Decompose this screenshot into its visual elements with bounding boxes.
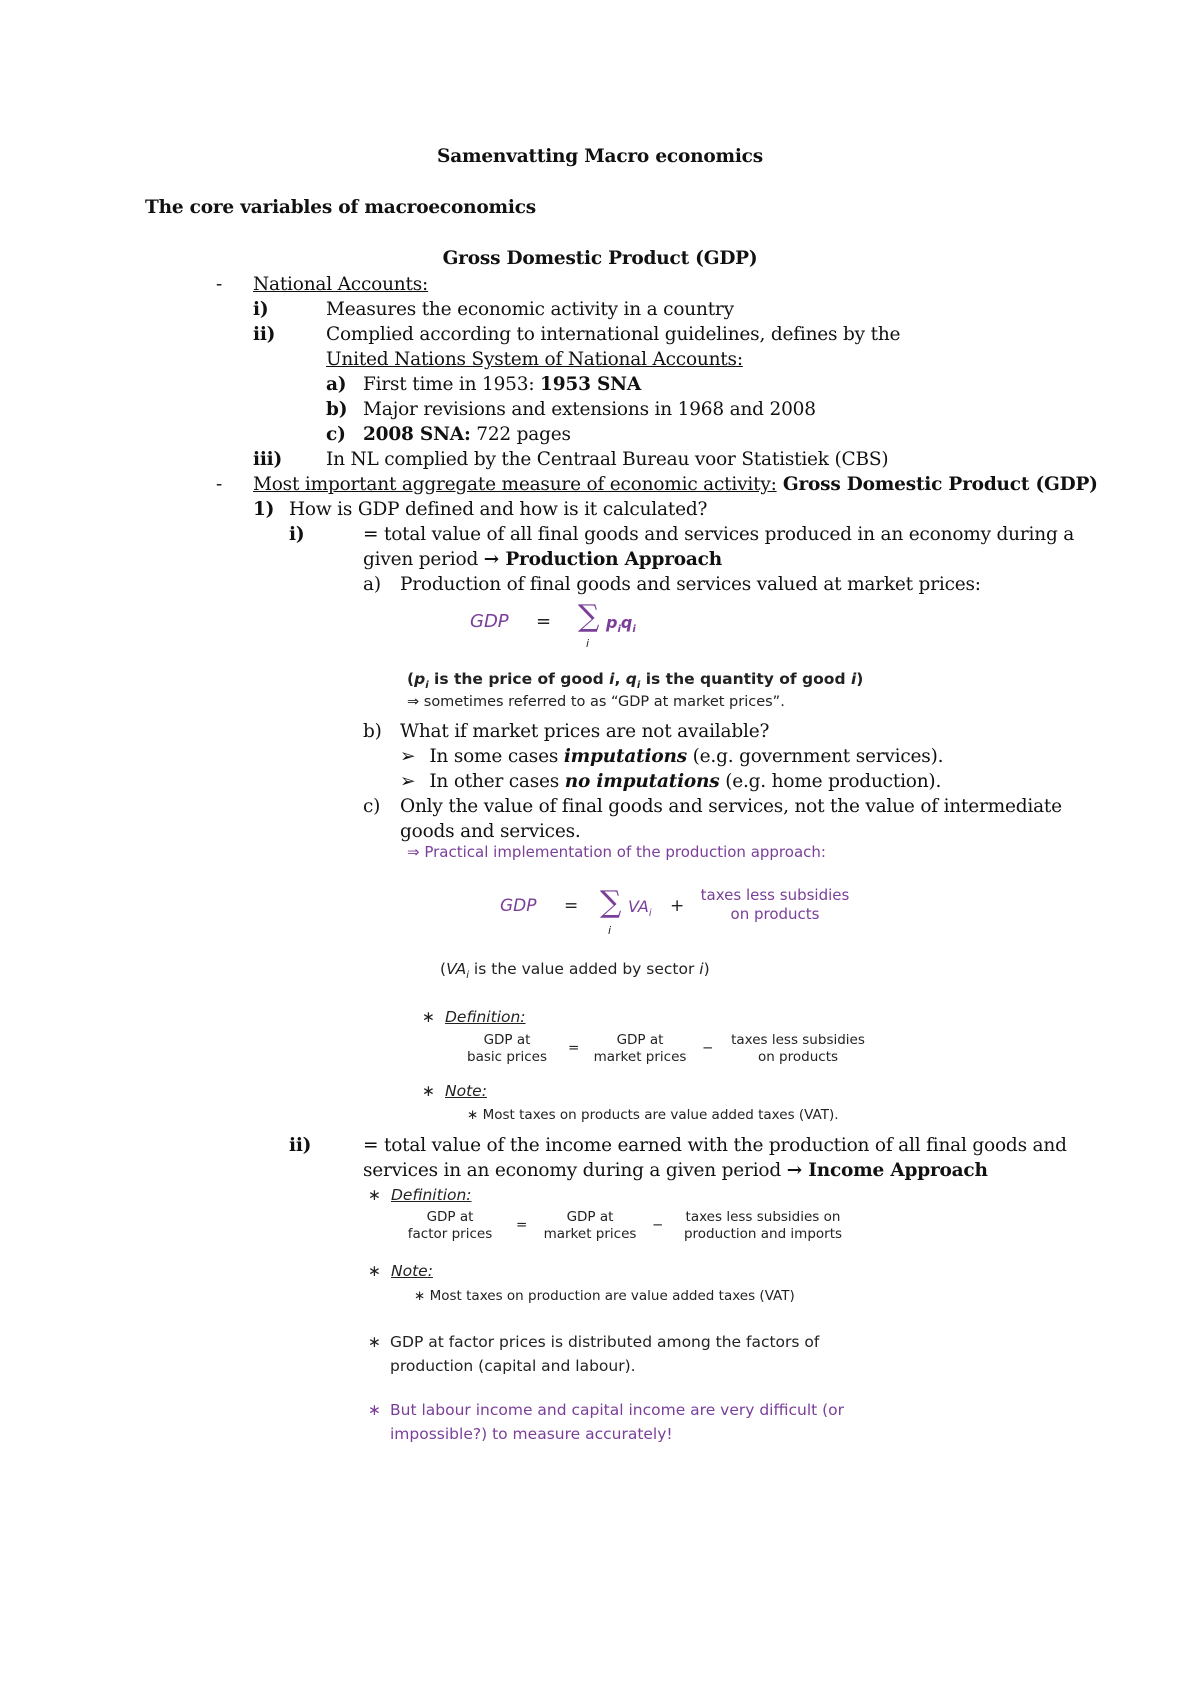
def2-b1: GDP at [566, 1209, 614, 1225]
prod-line2-text: given period [363, 549, 484, 570]
definition2-text: Definition: [391, 1186, 472, 1204]
b2-post: (e.g. home production). [719, 771, 942, 792]
item-num-i: i) [253, 299, 269, 320]
term-p: p [606, 613, 618, 632]
n1-close: ) [856, 670, 864, 688]
arrow-icon: → [786, 1160, 802, 1181]
def2-c1: taxes less subsidies on [685, 1209, 841, 1225]
def2-a1: GDP at [426, 1209, 474, 1225]
def2-a2: factor prices [407, 1226, 493, 1242]
formula2-term [628, 897, 652, 919]
sigma2-sub: i [608, 924, 612, 937]
def1-a2: basic prices [467, 1049, 547, 1065]
n1-q: q [625, 670, 637, 688]
n1-pi: i [425, 680, 429, 692]
n1-i2: i [850, 670, 857, 688]
title-text: Samenvatting Macro economics [437, 146, 763, 167]
va-sub: i [466, 970, 469, 982]
national-accounts-label: National Accounts: [253, 274, 429, 295]
asterisk-icon: ∗ [368, 1186, 381, 1204]
sub-text-c: 722 pages [470, 424, 571, 445]
asterisk-icon: ∗ [368, 1333, 381, 1351]
term-q-sub: i [632, 624, 636, 636]
formula-term [606, 613, 636, 635]
subsection-heading-text: Gross Domestic Product (GDP) [442, 248, 758, 269]
prod-line1: = total value of all final goods and services produced in an economy during a [363, 524, 1075, 545]
def2-eq: = [516, 1217, 528, 1233]
sub-num-a: a) [326, 374, 347, 395]
prod-line2 [363, 547, 722, 573]
p1-line2: production (capital and labour). [390, 1357, 636, 1375]
term-va: VA [628, 897, 649, 916]
p1-line1: GDP at factor prices is distributed among the factors of [390, 1333, 820, 1351]
definition1-label [422, 1008, 526, 1026]
prod-num: i) [289, 524, 305, 545]
def1-a [452, 1032, 562, 1066]
a-num: a) [363, 574, 381, 595]
def2-c [668, 1209, 858, 1243]
item-text-iii: In NL complied by the Centraal Bureau voor Statistiek (CBS) [326, 449, 889, 470]
def2-c2: production and imports [683, 1226, 843, 1242]
def1-b2: market prices [593, 1049, 687, 1065]
def1-c1: taxes less subsidies [731, 1032, 865, 1048]
taxes-line2: on products [730, 905, 820, 923]
arrow-bullet-icon: ➢ [400, 746, 416, 767]
term-p-sub: i [617, 624, 621, 636]
note2-item: ∗ Most taxes on production are value added taxes (VAT) [414, 1288, 795, 1304]
asterisk-icon: ∗ [368, 1262, 381, 1280]
formula2-taxes [700, 886, 850, 924]
b2-pre: In other cases [429, 771, 565, 792]
sigma-sub: i [586, 637, 590, 650]
p2-line1: But labour income and capital income are very difficult (or [390, 1401, 845, 1419]
def1-minus: − [702, 1040, 714, 1056]
formula1-ref: ⇒ sometimes referred to as “GDP at market prices”. [407, 694, 785, 710]
note2-text: Note: [391, 1262, 433, 1280]
income-num: ii) [289, 1135, 312, 1156]
sub-item-c [363, 422, 571, 448]
q-text: How is GDP defined and how is it calculated? [289, 499, 708, 520]
note1-text: Note: [445, 1082, 487, 1100]
bullet2-label-bold: Gross Domestic Product (GDP) [776, 474, 1098, 495]
item-num-ii: ii) [253, 324, 276, 345]
q-num: 1) [253, 499, 275, 520]
n1-open: ( [407, 670, 415, 688]
va-term: VA [446, 960, 467, 978]
formula2-gdp: GDP [500, 896, 537, 916]
b1-pre: In some cases [429, 746, 564, 767]
asterisk-icon: ∗ [422, 1082, 435, 1100]
item-num-iii: iii) [253, 449, 283, 470]
def1-b1: GDP at [616, 1032, 664, 1048]
sub-num-c: c) [326, 424, 346, 445]
def1-c [718, 1032, 878, 1066]
def1-c2: on products [757, 1049, 839, 1065]
income-approach: Income Approach [802, 1160, 988, 1181]
bullet2-label-underlined: Most important aggregate measure of economic activity: [253, 474, 777, 495]
b-text: What if market prices are not available? [400, 721, 770, 742]
def2-b2: market prices [543, 1226, 637, 1242]
b-item-1 [400, 744, 943, 770]
asterisk-icon: ∗ [422, 1008, 435, 1026]
income-line2 [363, 1158, 988, 1184]
b1-post: (e.g. government services). [686, 746, 944, 767]
formula-gdp: GDP [470, 611, 509, 632]
c-num: c) [363, 796, 381, 817]
item-text-ii-line2: United Nations System of National Accounts: [326, 349, 743, 370]
sub-text-a: First time in 1953: [363, 374, 541, 395]
b1-bold: imputations [563, 746, 687, 767]
note1-label [422, 1082, 487, 1100]
asterisk-icon: ∗ [368, 1401, 381, 1419]
sub-item-a [363, 372, 641, 398]
c-line2: goods and services. [400, 821, 581, 842]
bullet2-label [253, 472, 1098, 498]
production-approach: Production Approach [499, 549, 722, 570]
def1-a1: GDP at [483, 1032, 531, 1048]
bullet-dash-1: - [216, 274, 223, 295]
va-close: ) [703, 960, 710, 978]
def2-b [530, 1209, 650, 1243]
sigma-icon: ∑ [600, 885, 622, 920]
def2-a [395, 1209, 505, 1243]
formula-gdp-va [500, 880, 900, 940]
va-note [440, 960, 710, 981]
definition1-text: Definition: [445, 1008, 526, 1026]
income-line2-text: services in an economy during a given period [363, 1160, 787, 1181]
document-title [0, 144, 1200, 170]
n1-qi: i [636, 680, 641, 692]
n1-mid: is the price of good [428, 670, 610, 688]
n1-comma: , [614, 670, 626, 688]
formula2-plus: + [670, 896, 685, 916]
def2-minus: − [652, 1217, 664, 1233]
term-va-sub: i [648, 908, 652, 920]
arrow-icon: → [483, 549, 500, 570]
va-open: ( [440, 960, 447, 978]
sub-bold-a: 1953 SNA [540, 374, 642, 395]
n1-mid2: is the quantity of good [640, 670, 851, 688]
note1-item: ∗ Most taxes on products are value added taxes (VAT). [467, 1107, 839, 1123]
term-q: q [620, 613, 633, 632]
note2-label [368, 1262, 433, 1280]
a-text: Production of final goods and services valued at market prices: [400, 574, 981, 595]
sub-num-b: b) [326, 399, 348, 420]
b-item-2 [400, 769, 941, 795]
taxes-line1: taxes less subsidies [700, 886, 850, 904]
item-text-ii: Complied according to international guidelines, defines by the [326, 324, 901, 345]
n1-p: p [414, 670, 426, 688]
c-line1: Only the value of final goods and services, not the value of intermediate [400, 796, 1062, 817]
formula-eq: = [536, 611, 552, 632]
b2-bold: no imputations [564, 771, 720, 792]
def1-b [580, 1032, 700, 1066]
formula2-eq: = [564, 896, 579, 916]
section-heading: The core variables of macroeconomics [145, 197, 536, 218]
practical-heading: ⇒ Practical implementation of the production approach: [407, 843, 826, 861]
item-text-i: Measures the economic activity in a country [326, 299, 734, 320]
subsection-heading [0, 246, 1200, 272]
va-i: i [699, 960, 704, 978]
sub-bold-c: 2008 SNA: [363, 424, 471, 445]
sub-text-b: Major revisions and extensions in 1968 and 2008 [363, 399, 816, 420]
n1-i: i [609, 670, 615, 688]
p2-line2: impossible?) to measure accurately! [390, 1425, 673, 1443]
def1-eq: = [568, 1040, 580, 1056]
bullet-dash-2: - [216, 474, 223, 495]
arrow-bullet-icon: ➢ [400, 771, 416, 792]
definition2-label [368, 1186, 472, 1204]
formula1-note [407, 670, 863, 691]
sigma-icon: ∑ [578, 599, 600, 634]
income-line1: = total value of the income earned with the production of all final goods and [363, 1135, 1067, 1156]
va-mid: is the value added by sector [469, 960, 700, 978]
b-num: b) [363, 721, 382, 742]
